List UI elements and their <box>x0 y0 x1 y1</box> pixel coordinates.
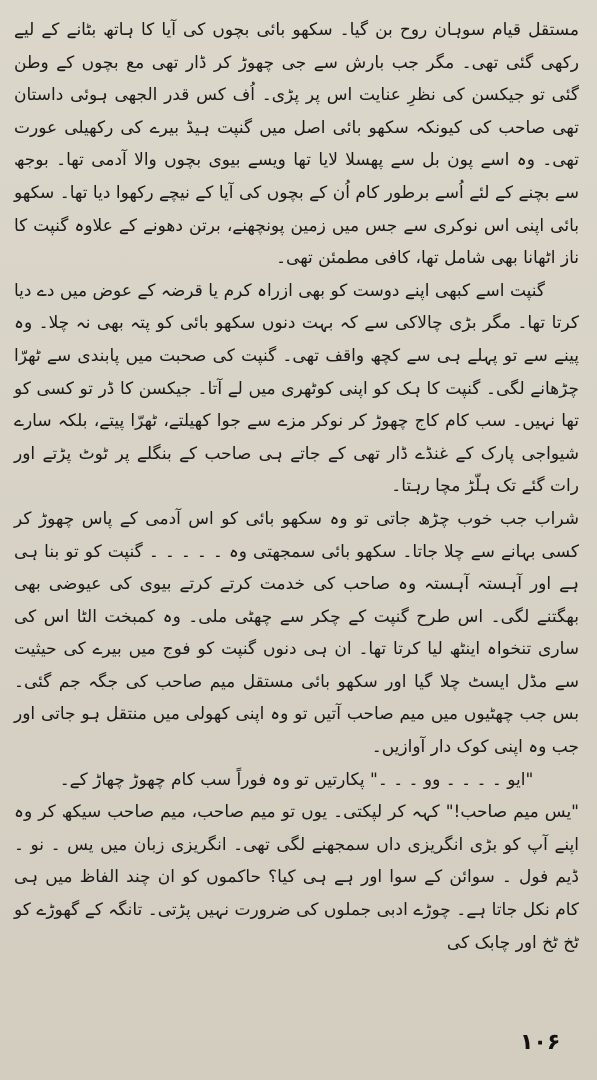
page-number: ۱۰۶ <box>520 1030 561 1055</box>
paragraph-1: مستقل قیام سوہان روح بن گیا۔ سکھو بائی بچوں کی آیا کا ہاتھ بٹانے کے لیے رکھی گئی تھی۔ مگر جب بارش سے جی چھوڑ کر ڈار تھی مع بچوں کے وطن گئی تو جیکسن کی نظرِ عنایت اس پر پڑی۔ اُف کس قدر الجھی ہوئی داستان تھی صاحب کی کیونکہ سکھو بائی اصل میں گنپت ہیڈ بیرے کی رکھیلی عورت تھی۔ وہ اسے پون بل سے پھسلا لایا تھا ویسے بیوی بچوں والا آدمی تھا۔ بوجھ سے بچنے کے لئے اُسے برطور کام اُن کے بچوں کی آیا کے نیچے رکھوا دیا تھا۔ سکھو بائی اپنی اس نوکری سے جس میں زمین پونچھنے، برتن دھونے کے علاوہ گنپت کا ناز اٹھانا بھی شامل تھا، کافی مطمئن تھی۔ <box>14 20 579 269</box>
page-text <box>14 14 579 959</box>
paragraph-2: گنپت اسے کبھی اپنے دوست کو بھی ازراہ کرم یا قرضہ کے عوض میں دے دیا کرتا تھا۔ مگر بڑی چالاکی سے کہ بہت دنوں سکھو بائی کو پتہ بھی نہ چلا۔ وہ پینے سے تو پہلے ہی سے کچھ واقف تھی۔ گنپت کی صحبت میں پابندی سے ٹھرّا چڑھانے لگی۔ گنپت کا ہک کو اپنی کوٹھری میں لے آتا۔ جیکسن کا ڈر تو کسی کو تھا نہیں۔ سب کام کاج چھوڑ کر نوکر مزے سے جوا کھیلتے، ٹھرّا پیتے، بلکہ سارے شیواجی پارک کے غنڈے ڈار تھی کے جاتے ہی صاحب کے بنگلے پر ٹوٹ پڑتے اور رات گئے تک ہلّڑ مچا رہتا۔ <box>14 280 579 497</box>
paragraph-3: شراب جب خوب چڑھ جاتی تو وہ سکھو بائی کو اس آدمی کے پاس چھوڑ کر کسی بہانے سے چلا جاتا۔ سکھو بائی سمجھتی وہ ۔ ۔ ۔ ۔ ۔ گنپت کو تو بنا ہی ہے اور آہستہ آہستہ وہ صاحب کی خدمت کرتے کرتے بیوی کی عیوضی بھی بھگتنے لگی۔ اس طرح گنپت کے چکر سے چھٹی ملی۔ وہ کمبخت الٹا اس کی ساری تنخواہ اینٹھ لیا کرتا تھا۔ ان ہی دنوں گنپت کو فوج میں بیرے کی حیثیت سے مڈل ایسٹ چلا گیا اور سکھو بائی مستقل میم صاحب کی جگہ جم گئی۔ بس جب چھٹیوں میں میم صاحب آتیں تو وہ اپنی کھولی میں منتقل ہو جاتی اور جب وہ اپنی کوک دار آوازیں۔ <box>14 508 579 758</box>
paragraph-5: "یس میم صاحب!" کہہ کر لپکتی۔ یوں تو میم صاحب، میم صاحب سیکھ کر وہ اپنے آپ کو بڑی انگریزی داں سمجھنے لگی تھی۔ انگریزی زبان میں یس ۔ نو ۔ ڈیم فول ۔ سوائن کے سوا اور ہے ہی کیا؟ حاکموں کو ان چند الفاظ میں ہی کام نکل جاتا ہے۔ چوڑے ادبی جملوں کی ضرورت نہیں پڑتی۔ تانگہ کے گھوڑے کو ٹخ ٹخ اور چابک کی <box>14 802 579 953</box>
paragraph-4-dialogue: "ایو ۔ ۔ ۔ ۔ وو ۔ ۔ ۔" پکارتیں تو وہ فوراً سب کام چھوڑ چھاڑ کے۔ <box>59 769 534 790</box>
